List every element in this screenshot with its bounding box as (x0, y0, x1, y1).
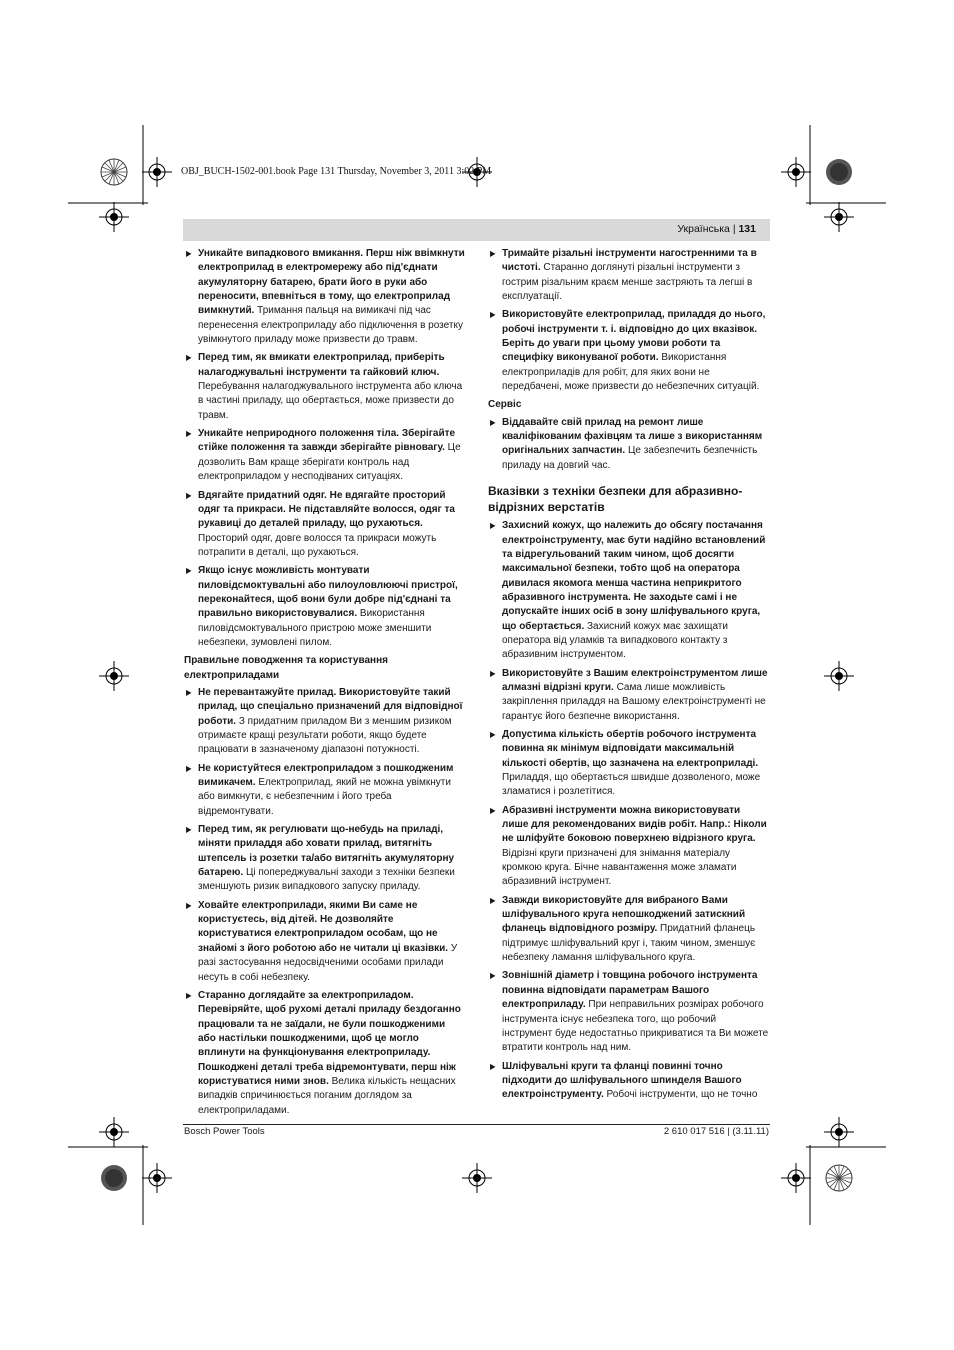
bullet-arrow-icon: ▶ (490, 1061, 496, 1071)
item-text: Використання пиловідсмоктувального пристрою може зменшити небезпеки, зумовлені пилом. (198, 608, 432, 648)
item-text: Придатний фланець підтримує шліфувальний круг і, таким чином, зменшує небезпеку ламання шліфувального круга. (502, 923, 756, 964)
right-column (488, 247, 769, 1107)
safety-item (184, 427, 465, 484)
safety-item (488, 667, 769, 724)
bullet-arrow-icon: ▶ (490, 729, 496, 739)
bullet-arrow-icon: ▶ (490, 249, 496, 258)
subheading: Правильне поводження та користування електроприладами (184, 655, 388, 681)
crosshair-icon (781, 157, 811, 187)
bullet-arrow-icon: ▶ (186, 566, 192, 576)
item-bold-text: Використовуйте електроприлад, приладдя до нього, робочі інструменти т. і. відповідно до цих вказівок. Беріть до уваги при цьому умови роботи та специфіку виконуваної роботи. (502, 309, 766, 364)
bullet-arrow-icon: ▶ (186, 990, 192, 1000)
bullet-arrow-icon: ▶ (186, 353, 192, 363)
safety-item (488, 804, 769, 890)
item-bold-text: Старанно доглядайте за електроприладом. Перевіряйте, щоб рухомі деталі приладу бездоганно працювали та не заїдали, не були пошкодженими або настільки пошкодженими, щоб це могло вплинути на функціонування електроприладу. Пошкоджені деталі треба відремонтувати, перш ніж користуватися ними знов. (198, 989, 461, 1087)
item-text: Просторий одяг, довге волосся та прикраси можуть потрапити в деталі, що рухаються. (198, 532, 437, 558)
crosshair-icon (824, 661, 854, 691)
item-bold-text: Уникайте випадкового вмикання. Перш ніж ввімкнути електроприлад в електромережу або під'єднати акумуляторну батарею, брати його в руки або переносити, впевніться в тому, що електроприлад вимкнутий. (198, 248, 465, 317)
item-bold-text: Захисний кожух, що належить до обсягу постачання електроінструменту, має бути надійно встановлений та відрегульований таким чином, щоб досягти максимальної безпеки, тобто щоб на оператора дивилася якомога менша частина неприкритого абразивного інструмента. Не заходьте самі і не допускайте інших осіб в зону шліфувального круга, що обертається. (502, 520, 766, 632)
safety-item (184, 899, 465, 985)
item-bold-text: Не користуйтеся електроприладом з пошкодженим вимикачем. (198, 762, 454, 789)
bullet-arrow-icon: ▶ (186, 249, 192, 258)
safety-item (488, 728, 769, 800)
crosshair-icon (142, 1163, 172, 1193)
bullet-arrow-icon: ▶ (490, 668, 496, 678)
item-text: Тримання пальця на вимикачі під час перенесення електроприладу або підключення в розетку увімкнутого приладу може призвести до травм. (198, 305, 463, 346)
crosshair-icon (142, 157, 172, 187)
crosshair-icon (824, 202, 854, 232)
safety-item (184, 823, 465, 895)
safety-item (488, 519, 769, 662)
safety-item (184, 247, 465, 347)
item-text: Це забезпечить безпечність приладу на довгий час. (502, 445, 758, 471)
safety-item (184, 989, 465, 1118)
item-text: Ці попереджувальні заходи з техніки безпеки зменшують ризик випадкового запуску приладу. (198, 867, 455, 893)
bullet-arrow-icon: ▶ (186, 900, 192, 910)
safety-item (488, 1060, 769, 1103)
item-bold-text: Завжди використовуйте для вибраного Вами шліфувального круга непошкоджений затискний фланець відповідного розміру. (502, 894, 746, 935)
subheading: Сервіс (488, 399, 522, 411)
item-text: Старанно доглянуті різальні інструменти з гострим різальним краєм менше застряють та легші в експлуатації. (502, 262, 753, 303)
safety-item (488, 969, 769, 1055)
item-bold-text: Віддавайте свій прилад на ремонт лише кваліфікованим фахівцям та лише з використанням оригінальних запчастин. (502, 416, 763, 457)
crosshair-icon (99, 202, 129, 232)
item-text: Електроприлад, який не можна увімкнути або вимкнути, є небезпечним і його треба відремонтувати. (198, 777, 451, 817)
safety-item (184, 351, 465, 423)
footer-rule (183, 1124, 770, 1125)
bullet-arrow-icon: ▶ (186, 490, 192, 500)
item-bold-text: Зовнішній діаметр і товщина робочого інструмента повинна відповідати параметрам Вашого електроприладу. (502, 970, 758, 1011)
bullet-arrow-icon: ▶ (490, 971, 496, 981)
bullet-arrow-icon: ▶ (186, 429, 192, 439)
bullet-arrow-icon: ▶ (186, 825, 192, 835)
item-bold-text: Тримайте різальні інструменти нагостренними та в чистоті. (502, 248, 757, 274)
item-bold-text: Абразивні інструменти можна використовувати лише для рекомендованих видів робіт. Напр.: Ніколи не шліфуйте боковою поверхнею відрізного круга. (502, 804, 767, 845)
running-header (183, 219, 770, 241)
safety-item (184, 686, 465, 758)
safety-item (184, 564, 465, 650)
rosette-icon (826, 1165, 852, 1191)
bullet-arrow-icon: ▶ (490, 805, 496, 815)
item-text: Робочі інструменти, що не точно (603, 1089, 758, 1101)
crosshair-icon (462, 1163, 492, 1193)
item-text: Сама лише можливість закріплення приладдя на Вашому електроінструменті не гарантує його безпечне використання. (502, 681, 766, 722)
item-bold-text: Допустима кількість обертів робочого інструмента повинна як мінімум відповідати максимальній кількості обертів, що зазначена на електроприладі. (502, 728, 759, 769)
header-text (677, 223, 756, 235)
safety-item (184, 762, 465, 819)
left-column (184, 247, 465, 1122)
header-separator: | (732, 223, 736, 235)
safety-item (488, 894, 769, 966)
section-heading: Вказівки з техніки безпеки для абразивно-відрізних верстатів (488, 484, 743, 515)
item-bold-text: Якщо існує можливість монтувати пиловідсмоктувальні або пилоуловлюючі пристрої, переконайтеся, щоб вони були добре під'єднані та правильно використовувалися. (198, 565, 458, 620)
crosshair-icon (99, 661, 129, 691)
item-text: Велика кількість нещасних випадків спричинюється поганим доглядом за електроприладами. (198, 1075, 456, 1116)
rosette-icon (101, 159, 127, 185)
rosette-icon (826, 159, 852, 185)
bullet-arrow-icon: ▶ (490, 310, 496, 320)
item-text: Це дозволить Вам краще зберігати контроль над електроприладом у несподіваних ситуаціях. (198, 442, 461, 483)
item-text: У разі застосування недосвідченими особами прилади несуть в собі небезпеку. (198, 942, 458, 983)
crosshair-icon (824, 1117, 854, 1147)
item-text: При неправильних розмірах робочого інструмента існує небезпека того, що робочий інструмент буде недостатньо прикриватися та Ви можете втратити контроль над ним. (502, 999, 769, 1054)
safety-item (488, 416, 769, 473)
item-bold-text: Ховайте електроприлади, якими Ви саме не користуєтесь, від дітей. Не дозволяйте користуватися електроприладом особам, що не знайомі з його роботою або не читали ці вказівки. (198, 899, 449, 954)
safety-item (488, 247, 769, 304)
page-number: 131 (738, 223, 756, 235)
footer-publisher: Bosch Power Tools (184, 1126, 265, 1137)
bullet-arrow-icon: ▶ (186, 763, 192, 773)
slug-line: OBJ_BUCH-1502-001.book Page 131 Thursday, November 3, 2011 3:02 PM (181, 166, 492, 177)
header-language: Українська (677, 223, 730, 235)
item-text: Використання електроприладів для робіт, для яких вони не передбачені, може призвести до небезпечних ситуацій. (502, 352, 760, 393)
safety-item (184, 489, 465, 561)
item-bold-text: Перед тим, як регулювати що-небудь на приладі, міняти приладдя або ховати прилад, витягніть штепсель із розетки та/або витягніть акумуляторну батарею. (198, 824, 455, 879)
bullet-arrow-icon: ▶ (186, 687, 192, 697)
bullet-arrow-icon: ▶ (490, 417, 496, 427)
item-text: Відрізні круги призначені для знімання матеріалу кромкою круга. Бічне навантаження може зламати абразивний інструмент. (502, 847, 737, 888)
item-bold-text: Уникайте неприродного положення тіла. Зберігайте стійке положення та завжди зберігайте рівновагу. (198, 428, 456, 454)
item-bold-text: Перед тим, як вмикати електроприлад, приберіть налагоджувальні інструменти та гайковий ключ. (198, 352, 445, 378)
crosshair-icon (99, 1117, 129, 1147)
crosshair-icon (781, 1163, 811, 1193)
item-text: З придатним приладом Ви з меншим ризиком отримаєте кращі результати роботи, якщо будете працювати в зазначеному діапазоні потужності. (198, 715, 452, 756)
safety-item (488, 308, 769, 394)
rosette-icon (101, 1165, 127, 1191)
item-bold-text: Використовуйте з Вашим електроінструментом лише алмазні відрізні круги. (502, 667, 768, 693)
item-text: Приладдя, що обертається швидше дозволеного, може зламатися і розлетітися. (502, 772, 761, 798)
bullet-arrow-icon: ▶ (490, 895, 496, 905)
item-text: Перебування налагоджувального інструмента або ключа в частині приладу, що обертається, може призвести до травм. (198, 381, 463, 421)
item-bold-text: Вдягайте придатний одяг. Не вдягайте просторий одяг та прикраси. Не підставляйте волосся, одяг та рукавиці до деталей приладу, що рухаються. (198, 489, 455, 530)
item-text: Захисний кожух має захищати оператора від уламків та випадкового контакту з абразивним інструментом. (502, 620, 728, 661)
footer-doc-number: 2 610 017 516 | (3.11.11) (663, 1126, 769, 1137)
item-bold-text: Шліфувальні круги та фланці повинні точно підходити до шліфувального шпинделя Вашого електроінструменту. (502, 1060, 742, 1101)
bullet-arrow-icon: ▶ (490, 521, 496, 531)
item-bold-text: Не перевантажуйте прилад. Використовуйте такий прилад, що спеціально призначений для відповідної роботи. (198, 686, 463, 727)
